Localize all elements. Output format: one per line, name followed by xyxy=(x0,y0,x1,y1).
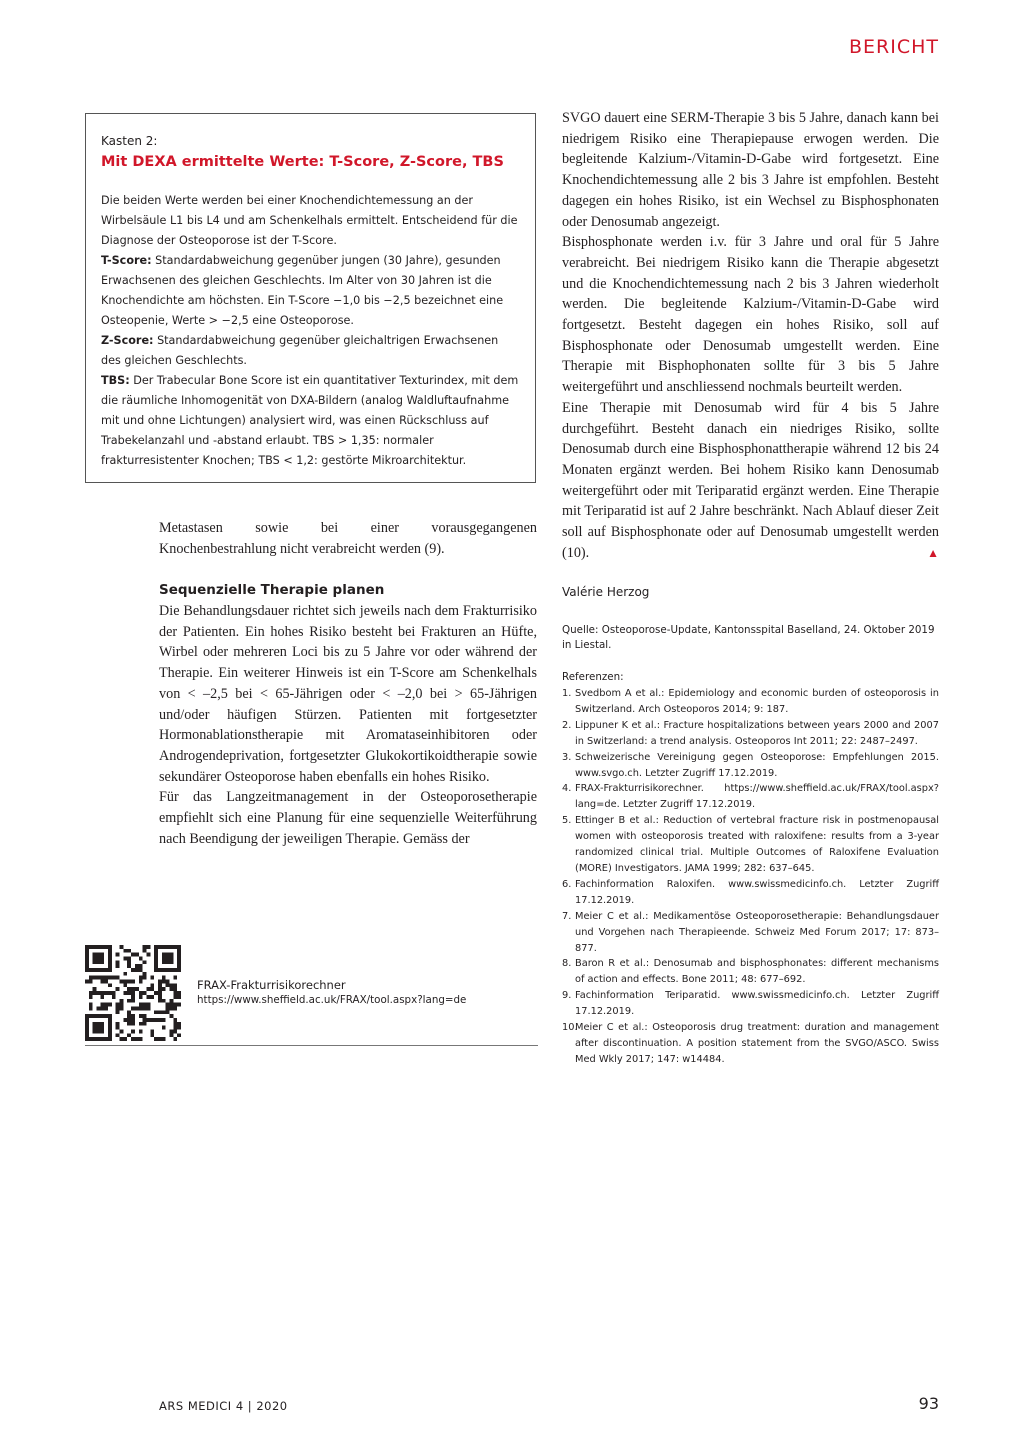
info-box xyxy=(85,113,536,483)
reference-text: Fachinformation Raloxifen. www.swissmedicinfo.ch. Letzter Zugriff 17.12.2019. xyxy=(575,878,939,906)
left-column-top xyxy=(159,518,537,559)
reference-item xyxy=(562,877,939,909)
reference-text: Fachinformation Teriparatid. www.swissmedicinfo.ch. Letzter Zugriff 17.12.2019. xyxy=(575,990,939,1018)
paragraph: Bisphosphonate werden i.v. für 3 Jahre und oral für 5 Jahre verabreicht. Bei niedrigem Risiko kann die Therapie abgesetzt und die Knochendichtemessung nach 2 bis 3 Jahren wiederholt werden. Die begleitende Kalzium-/Vitamin-D-Gabe wird fortgesetzt. Besteht dagegen ein hohes Risiko, soll auf Bisphosphonate oder Denosumab umgestellt werden. Eine Therapie mit Bisphophonaten sollte für 3 bis 5 Jahre weitergeführt und anschliessend nochmals beurteilt werden. xyxy=(562,234,939,396)
reference-text: Ettinger B et al.: Reduction of vertebral fracture risk in postmenopausal women with osteoporosis treated with raloxifene: results from a 3-year randomized clinical trial. Multiple Outcomes of Raloxifene Evaluation (MORE) Investigators. JAMA 1999; 282: 637–645. xyxy=(575,815,939,874)
reference-number: 4. xyxy=(562,783,572,795)
reference-item xyxy=(562,686,939,718)
qr-code-icon xyxy=(85,945,181,1041)
reference-number: 6. xyxy=(562,878,572,890)
reference-text: Meier C et al.: Medikamentöse Osteoporosetherapie: Behandlungsdauer und Vorgehen nach Therapieende. Schweiz Med Forum 2017; 17: 873–877. xyxy=(575,910,939,954)
reference-number: 10. xyxy=(562,1022,578,1034)
reference-text: FRAX-Frakturrisikorechner. https://www.sheffield.ac.uk/FRAX/tool.aspx?lang=de. Letzter Zugriff 17.12.2019. xyxy=(575,783,939,811)
end-mark-icon: ▲ xyxy=(927,545,939,560)
author: Valérie Herzog xyxy=(562,585,650,599)
box-tscore xyxy=(101,251,521,331)
reference-item xyxy=(562,909,939,957)
reference-number: 3. xyxy=(562,751,572,763)
box-kicker: Kasten 2: xyxy=(101,134,158,148)
reference-number: 9. xyxy=(562,990,572,1002)
divider xyxy=(85,1045,538,1046)
tscore-term: T-Score: xyxy=(101,254,152,267)
reference-text: Schweizerische Vereinigung gegen Osteoporose: Empfehlungen 2015. www.svgo.ch. Letzter Zugriff 17.12.2019. xyxy=(575,751,939,779)
qr-title: FRAX-Frakturrisikorechner xyxy=(197,978,346,992)
box-body xyxy=(101,191,521,471)
right-column xyxy=(562,108,939,563)
reference-item xyxy=(562,1020,939,1068)
paragraph: Metastasen sowie bei einer vorausgegangenen Knochenbestrahlung nicht verabreicht werden (9). xyxy=(159,520,537,557)
reference-item xyxy=(562,988,939,1020)
paragraph-text: Eine Therapie mit Denosumab wird für 4 bis 5 Jahre durchgeführt. Besteht danach ein niedriges Risiko, sollte Denosumab durch eine Bisphosphonattherapie während 12 bis 24 Monaten ergänzt werden. Bei hohem Risiko kann Denosumab weitergeführt oder mit Teriparatid ergänzt werden. Eine Therapie mit Teriparatid ist auf 2 Jahre beschränkt. Nach Ablauf dieser Zeit soll auf Bisphosphonate oder auf Denosumab umgestellt werden (10). xyxy=(562,399,939,561)
references-label: Referenzen: xyxy=(562,671,624,683)
reference-number: 8. xyxy=(562,958,572,970)
reference-item xyxy=(562,750,939,782)
qr-url[interactable]: https://www.sheffield.ac.uk/FRAX/tool.aspx?lang=de xyxy=(197,994,467,1006)
reference-text: Baron R et al.: Denosumab and bisphosphonates: different mechanisms of action and effects. Bone 2011; 48: 677–692. xyxy=(575,958,939,986)
paragraph: Die Behandlungsdauer richtet sich jeweils nach dem Frakturrisiko der Patienten. Ein hohes Risiko besteht bei Frakturen an Hüfte, Wirbel oder mehreren Loci bis zu 5 Jahre vor oder während der Therapie. Ein weiterer Hinweis ist ein T-Score am Schenkelhals von < –2,5 bei < 65-Jährigen oder < –2,0 bei > 65-Jährigen und/oder häufigen Stürzen. Patienten mit fortgesetzter Hormonablationstherapie mit Aromataseinhibitoren oder Androgendeprivation, fortgesetzter Glukokortikoidtherapie sowie sekundärer Osteoporose haben ebenfalls ein hohes Risiko. xyxy=(159,603,537,785)
references-list xyxy=(562,686,939,1068)
page-number: 93 xyxy=(918,1394,939,1413)
reference-item xyxy=(562,956,939,988)
box-title: Mit DEXA ermittelte Werte: T-Score, Z-Score, TBS xyxy=(101,154,504,170)
tbs-text: Der Trabecular Bone Score ist ein quantitativer Texturindex, mit dem die räumliche Inhomogenität von DXA-Bildern (analog Waldluftaufnahme mit und ohne Lichtungen) analysiert wird, was einen Rückschluss auf Trabekelanzahl und -abstand erlaubt. TBS > 1,35: normaler frakturresistenter Knochen; TBS < 1,2: gestörte Mikroarchitektur. xyxy=(101,374,519,467)
source-note: Quelle: Osteoporose-Update, Kantonsspital Baselland, 24. Oktober 2019 in Liestal. xyxy=(562,624,935,651)
reference-number: 7. xyxy=(562,910,572,922)
zscore-text: Standardabweichung gegenüber gleichaltrigen Erwachsenen des gleichen Geschlechts. xyxy=(101,334,499,367)
reference-number: 2. xyxy=(562,719,572,731)
reference-text: Lippuner K et al.: Fracture hospitalizations between years 2000 and 2007 in Switzerland: a trend analysis. Osteoporos Int 2011; 22: 2487–2497. xyxy=(575,719,939,747)
reference-text: Svedbom A et al.: Epidemiology and economic burden of osteoporosis in Switzerland. Arch Osteoporos 2014; 9: 187. xyxy=(575,688,939,715)
tscore-text: Standardabweichung gegenüber jungen (30 Jahre), gesunden Erwachsenen des gleichen Geschlechts. Im Alter von 30 Jahren ist die Knochendichte am höchsten. Ein T-Score −1,0 bis −2,5 bezeichnet eine Osteopenie, Werte > −2,5 eine Osteoporose. xyxy=(101,254,504,327)
zscore-term: Z-Score: xyxy=(101,334,154,347)
box-intro: Die beiden Werte werden bei einer Knochendichtemessung an der Wirbelsäule L1 bis L4 und am Schenkelhals ermittelt. Entscheidend für die Diagnose der Osteoporose ist der T-Score. xyxy=(101,194,518,247)
reference-text: Meier C et al.: Osteoporosis drug treatment: duration and management after discontinuation. A position statement from the SVGO/ASCO. Swiss Med Wkly 2017; 147: w14484. xyxy=(575,1022,939,1065)
box-zscore xyxy=(101,331,521,371)
left-column xyxy=(159,601,537,849)
footer-journal: ARS MEDICI 4 | 2020 xyxy=(159,1399,288,1413)
paragraph: Für das Langzeitmanagement in der Osteoporosetherapie empfiehlt sich eine Planung für eine sequenzielle Weiterführung nach Beendigung der jeweiligen Therapie. Gemäss der xyxy=(159,789,537,847)
reference-item xyxy=(562,781,939,813)
section-label: BERICHT xyxy=(848,36,939,58)
paragraph: SVGO dauert eine SERM-Therapie 3 bis 5 Jahre, danach kann bei niedrigem Risiko eine Therapiepause erwogen werden. Die begleitende Kalzium-/Vitamin-D-Gabe wird fortgesetzt. Eine Knochendichtemessung alle 2 bis 3 Jahre ist empfohlen. Besteht dagegen ein hohes Risiko, ist ein Wechsel zu Bisphosphonaten oder Denosumab angezeigt. xyxy=(562,110,939,230)
reference-number: 1. xyxy=(562,688,572,699)
tbs-term: TBS: xyxy=(101,374,130,387)
reference-number: 5. xyxy=(562,815,572,827)
reference-item xyxy=(562,718,939,750)
reference-item xyxy=(562,813,939,877)
paragraph xyxy=(562,398,939,564)
box-tbs xyxy=(101,371,521,471)
section-heading: Sequenzielle Therapie planen xyxy=(159,582,385,598)
